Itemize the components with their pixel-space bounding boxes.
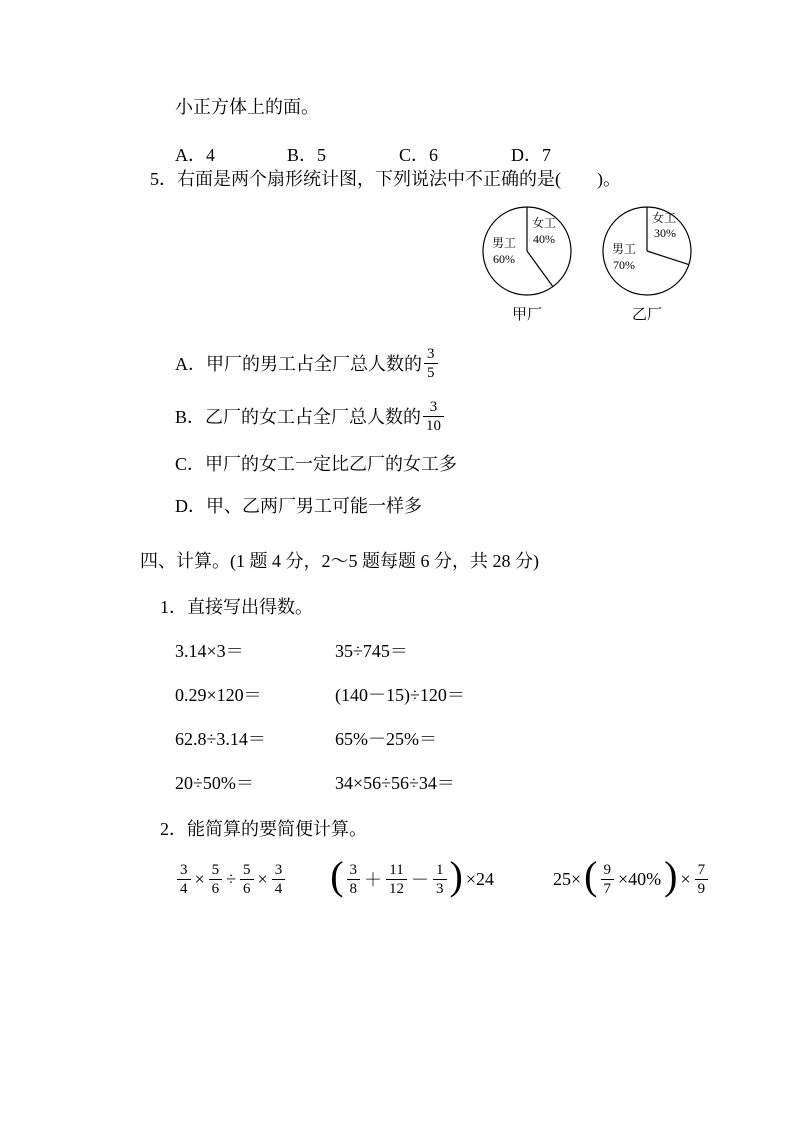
q5-option-a: [175, 345, 738, 382]
open-paren: (: [330, 853, 344, 898]
fraction: [695, 861, 709, 898]
fraction-numerator: 3: [424, 345, 438, 364]
fraction: [601, 861, 615, 898]
q4-choice-d: D．7: [511, 145, 551, 165]
question-continuation-text: 小正方体上的面。: [175, 97, 319, 117]
fraction-numerator: 1: [433, 861, 447, 880]
pie-slice-value: 40%: [533, 232, 555, 246]
operator: －: [411, 870, 430, 890]
fraction-numerator: 3: [177, 861, 191, 880]
pie-divider-line: [527, 251, 553, 287]
calc-expression: 65%－25%＝: [335, 729, 437, 749]
q5-stem: 5．右面是两个扇形统计图，下列说法中不正确的是( )。: [150, 169, 621, 189]
fraction-denominator: 4: [180, 880, 188, 897]
calc-row: [175, 771, 738, 795]
section4-heading: 四、计算。(1 题 4 分，2～5 题每题 6 分，共 28 分): [140, 551, 539, 571]
q5-option-b-text: B．乙厂的女工占全厂总人数的: [175, 406, 422, 427]
pie-slice-value: 60%: [493, 252, 515, 266]
close-paren: ): [664, 853, 678, 898]
open-paren: (: [584, 853, 598, 898]
q5-option-c-text: C．甲厂的女工一定比乙厂的女工多: [175, 454, 458, 474]
operator: ×: [194, 868, 205, 889]
calc-expression: 35÷745＝: [335, 641, 408, 661]
pie-chart-yi-svg: [595, 199, 699, 303]
q5-option-a-text: A．甲厂的男工占全厂总人数的: [175, 353, 422, 374]
fraction-numerator: 5: [209, 861, 223, 880]
pie-slice-label: 男工: [612, 242, 637, 256]
calc-expression: 34×56÷56÷34＝: [335, 773, 455, 793]
calc-row: [175, 639, 738, 663]
fraction: [177, 861, 191, 898]
pie-slice-value: 30%: [654, 226, 676, 240]
fraction-denominator: 3: [436, 880, 444, 897]
operator: ×: [257, 868, 268, 889]
calc-expression: 0.29×120＝: [175, 685, 262, 705]
pie-divider-line: [647, 251, 689, 265]
pie-slice-label: 女工: [532, 216, 557, 230]
q4-choice-a: A．4: [175, 145, 215, 165]
q5-option-b: [175, 398, 738, 435]
pie-charts-figure: [475, 199, 738, 325]
operator: ÷: [226, 868, 237, 889]
pie-slice-label: 男工: [492, 236, 517, 250]
q5-option-d-text: D．甲、乙两厂男工可能一样多: [175, 496, 422, 516]
close-paren: ): [449, 853, 463, 898]
calc-expression: 3.14×3＝: [175, 641, 244, 661]
fraction: [433, 861, 447, 898]
q5-option-d: [175, 493, 738, 519]
simplify-expression-1: [175, 861, 287, 898]
fraction-numerator: 3: [423, 398, 444, 417]
fraction-numerator: 3: [347, 861, 361, 880]
fraction: [240, 861, 254, 898]
operator: ＋: [364, 870, 383, 890]
fraction-numerator: 7: [695, 861, 709, 880]
fraction-denominator: 6: [243, 880, 251, 897]
fraction-denominator: 12: [389, 880, 405, 897]
fraction-numerator: 11: [386, 861, 407, 880]
simplify-expression-3: [551, 853, 710, 899]
fraction: [386, 861, 407, 898]
operator: ×40%: [618, 868, 662, 889]
operator: ×: [680, 868, 691, 889]
fraction-numerator: 9: [601, 861, 615, 880]
calc-part1-title: 1．直接写出得数。: [160, 597, 313, 617]
fraction: [423, 398, 444, 435]
fraction-denominator: 9: [697, 880, 706, 897]
operand: 25×: [553, 868, 582, 889]
calc-expression: (140－15)÷120＝: [335, 685, 465, 705]
fraction: [424, 345, 438, 382]
q4-choice-c: C．6: [399, 145, 439, 165]
pie-slice-value: 70%: [613, 258, 635, 272]
pie-slice-label: 女工: [652, 211, 677, 225]
q4-choice-b: B．5: [287, 145, 327, 165]
q4-choices-row: [175, 143, 738, 167]
calc-part2-title: 2．能简算的要简便计算。: [160, 819, 367, 839]
fraction: [209, 861, 223, 898]
pie-chart-factory-yi: [595, 199, 699, 325]
calc-expression: 20÷50%＝: [175, 773, 254, 793]
fraction-denominator: 6: [211, 880, 220, 897]
fraction-denominator: 10: [426, 418, 442, 434]
pie-chart-caption: 乙厂: [631, 307, 662, 323]
pie-chart-factory-jia: [475, 199, 579, 325]
fraction-numerator: 3: [272, 861, 286, 880]
fraction-numerator: 5: [240, 861, 254, 880]
fraction: [272, 861, 286, 898]
calc-expression: 62.8÷3.14＝: [175, 729, 266, 749]
fraction: [347, 861, 361, 898]
fraction-denominator: 5: [427, 365, 435, 381]
fraction-denominator: 8: [349, 880, 358, 897]
fraction-denominator: 4: [274, 880, 283, 897]
simplify-expressions-row: [140, 853, 738, 899]
operator: ×24: [465, 868, 495, 889]
calc-row: [175, 727, 738, 751]
calc-row: [175, 683, 738, 707]
pie-chart-caption: 甲厂: [511, 307, 542, 323]
pie-chart-jia-svg: [475, 199, 579, 303]
fraction-denominator: 7: [603, 880, 611, 897]
simplify-expression-2: [329, 853, 496, 899]
q5-option-c: [175, 451, 738, 477]
